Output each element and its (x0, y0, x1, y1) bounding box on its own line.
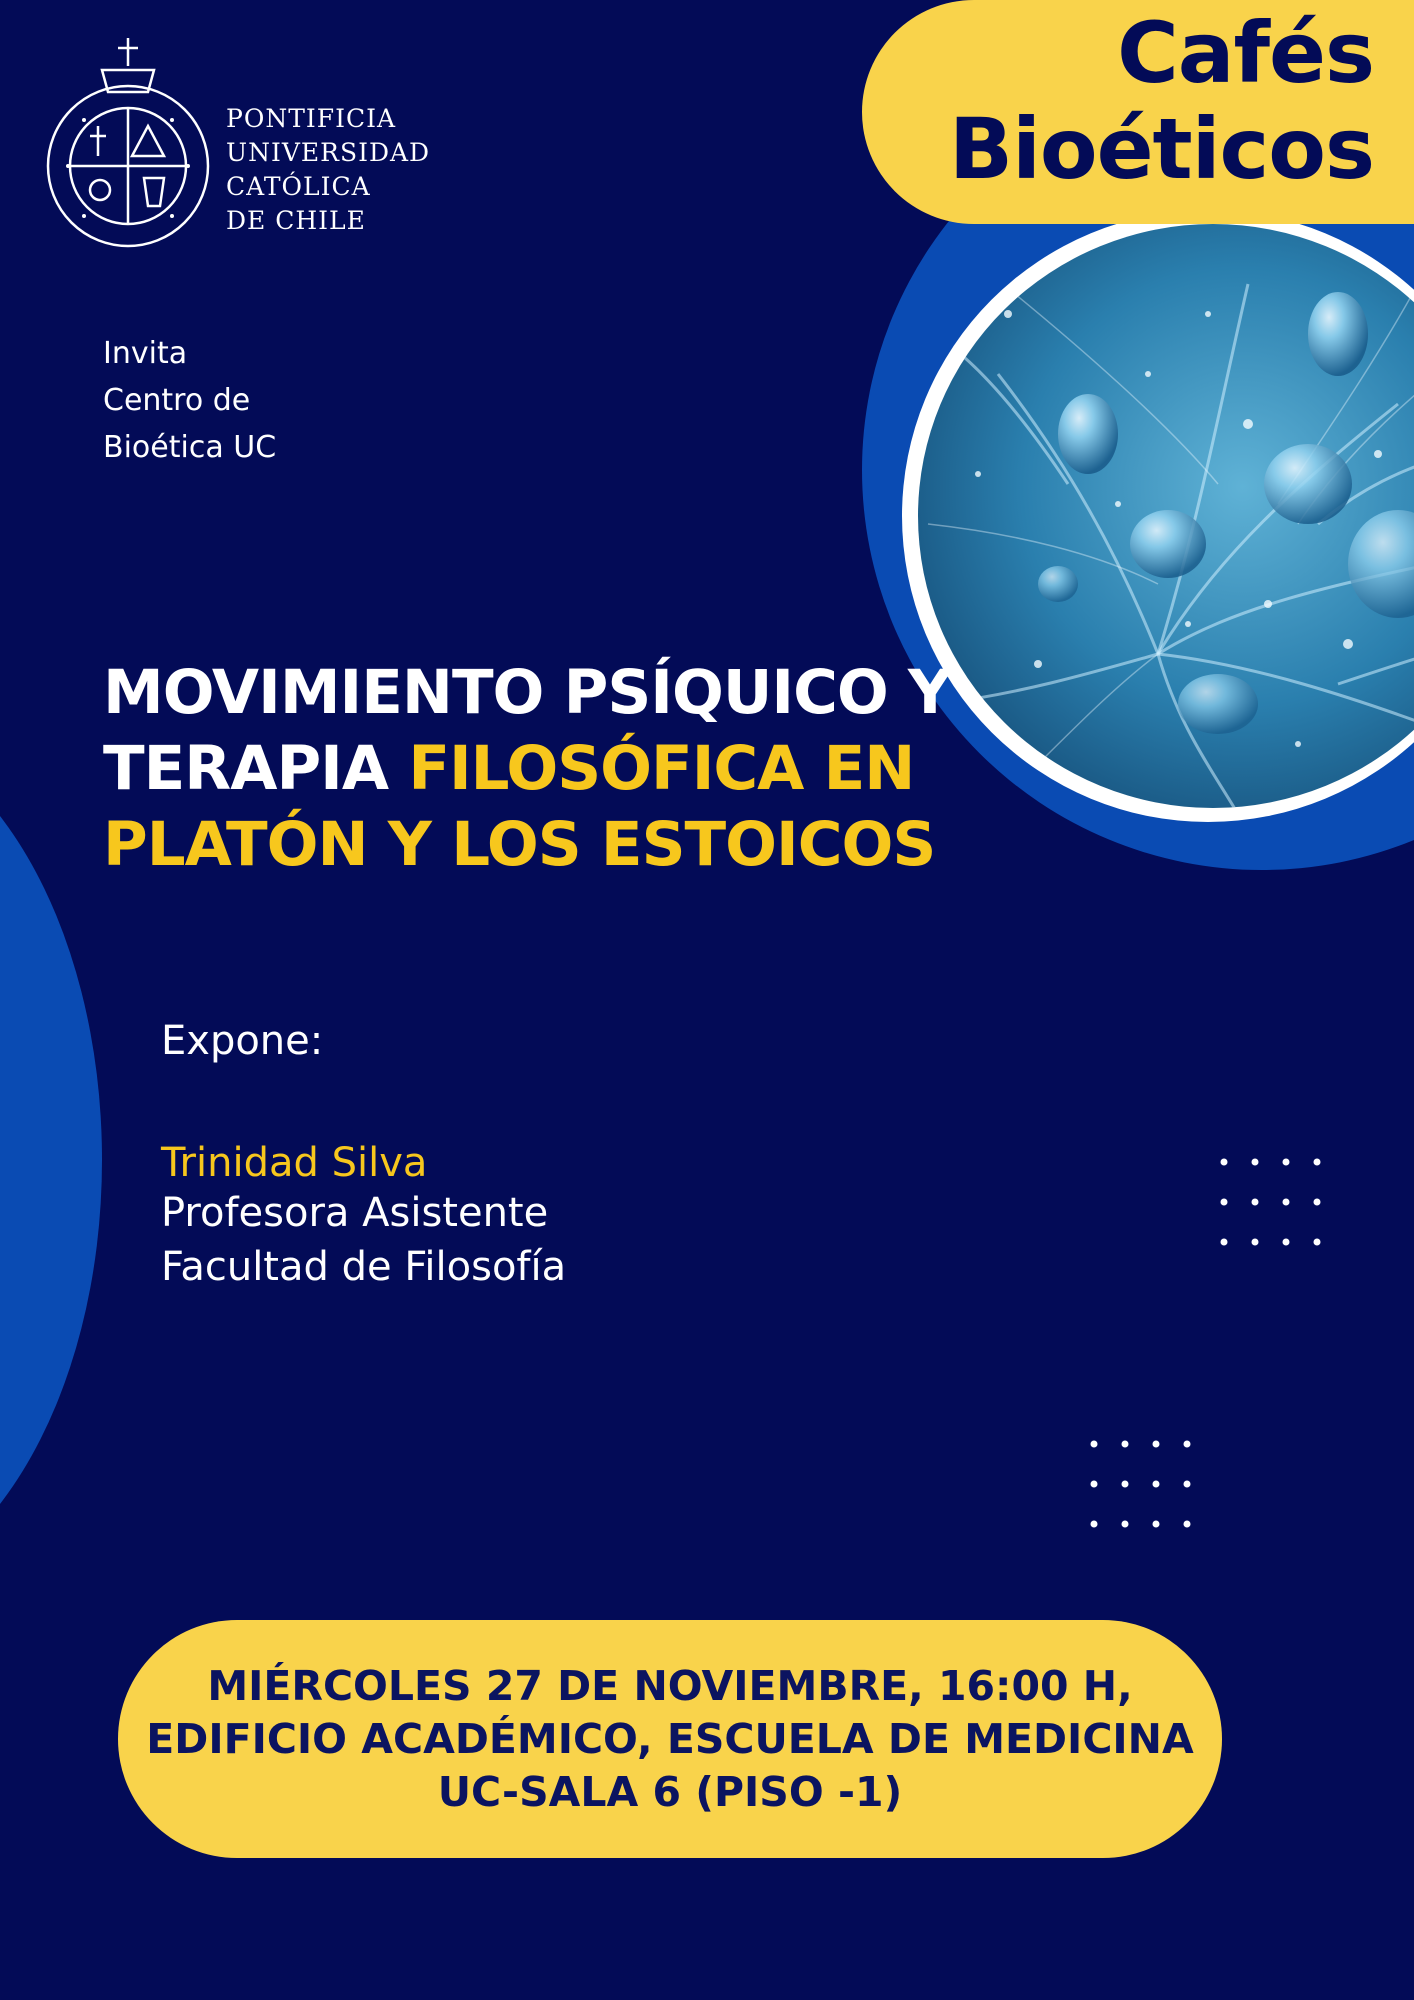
university-name-line: CATÓLICA (226, 172, 371, 201)
speaker-role: Profesora Asistente (161, 1190, 549, 1236)
decorative-dot-grid (1086, 1436, 1196, 1532)
talk-title-line-3: PLATÓN Y LOS ESTOICOS (103, 809, 936, 880)
event-date-time: MIÉRCOLES 27 DE NOVIEMBRE, 16:00 H, (207, 1661, 1133, 1710)
talk-title-white-part: TERAPIA (103, 733, 409, 804)
series-title-line-2: Bioéticos (949, 100, 1374, 198)
talk-title-yellow-part: FILOSÓFICA EN (408, 733, 915, 804)
event-building: EDIFICIO ACADÉMICO, ESCUELA DE MEDICINA (146, 1714, 1194, 1763)
invitation-line: Invita (103, 336, 188, 371)
university-name-line: DE CHILE (226, 206, 366, 235)
series-title-line-1: Cafés (1117, 4, 1374, 102)
event-details-banner (118, 1620, 1222, 1858)
university-seal-logo (44, 30, 212, 252)
talk-title-line-1: MOVIMIENTO PSÍQUICO Y (103, 657, 952, 728)
speaker-faculty: Facultad de Filosofía (161, 1244, 567, 1290)
invitation-text (103, 330, 276, 471)
talk-title-line-2 (103, 731, 951, 807)
university-name-line: UNIVERSIDAD (226, 138, 431, 167)
invitation-line: Bioética UC (103, 430, 277, 465)
invitation-line: Centro de (103, 383, 251, 418)
university-name (226, 102, 430, 238)
speaker-name: Trinidad Silva (161, 1140, 428, 1186)
series-title-banner (862, 0, 1414, 224)
event-room: UC-SALA 6 (PISO -1) (437, 1767, 903, 1816)
decorative-left-circle (0, 720, 102, 1600)
speaker-intro: Expone: (161, 1018, 324, 1064)
university-name-line: PONTIFICIA (226, 104, 397, 133)
decorative-dot-grid (1216, 1154, 1326, 1250)
talk-title (103, 655, 951, 883)
